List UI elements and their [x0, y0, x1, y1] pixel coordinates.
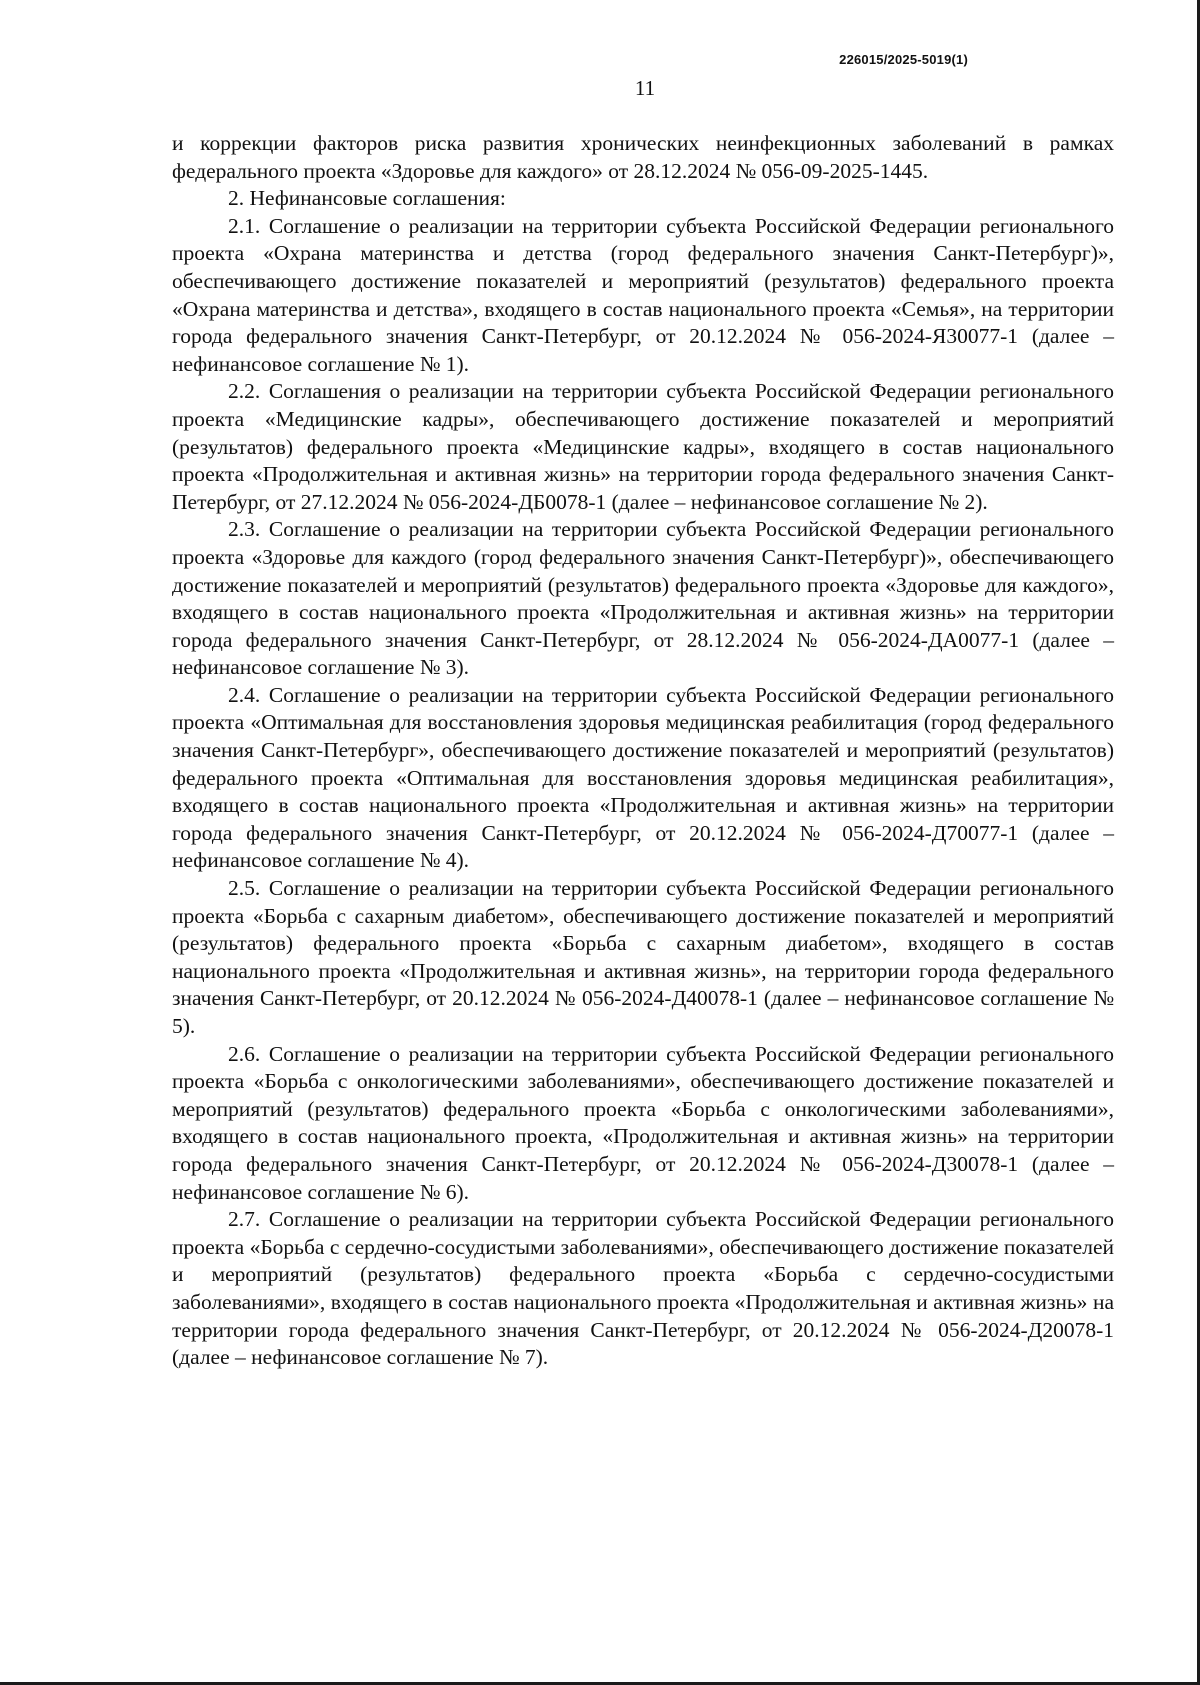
paragraph-2-1: 2.1. Соглашение о реализации на территории субъекта Российской Федерации регионального проекта «Охрана материнства и детства (город федерального значения Санкт-Петербург)», обеспечивающего достижение показателей и мероприятий (результатов) федерального проекта «Охрана материнства и детства», входящего в состав национального проекта «Семья», на территории города федерального значения Санкт-Петербург, от 20.12.2024 № 056-2024-Я30077-1 (далее – нефинансовое соглашение № 1).	[172, 213, 1114, 376]
paragraph-2-6: 2.6. Соглашение о реализации на территории субъекта Российской Федерации регионального проекта «Борьба с онкологическими заболеваниями», обеспечивающего достижение показателей и мероприятий (результатов) федерального проекта «Борьба с онкологическими заболеваниями», входящего в состав национального проекта, «Продолжительная и активная жизнь» на территории города федерального значения Санкт-Петербург, от 20.12.2024 № 056-2024-Д30078-1 (далее – нефинансовое соглашение № 6).	[172, 1041, 1114, 1204]
paragraph-2-2: 2.2. Соглашения о реализации на территории субъекта Российской Федерации регионального проекта «Медицинские кадры», обеспечивающего достижение показателей и мероприятий (результатов) федерального проекта «Медицинские кадры», входящего в состав национального проекта «Продолжительная и активная жизнь» на территории города федерального значения Санкт-Петербург, от 27.12.2024 № 056-2024-ДБ0078-1 (далее – нефинансовое соглашение № 2).	[172, 379, 1114, 514]
paragraph-2-7: 2.7. Соглашение о реализации на территории субъекта Российской Федерации регионального проекта «Борьба с сердечно-сосудистыми заболеваниями», обеспечивающего достижение показателей и мероприятий (результатов) федерального проекта «Борьба с сердечно-сосудистыми заболеваниями», входящего в состав национального проекта «Продолжительная и активная жизнь» на территории города федерального значения Санкт-Петербург, от 20.12.2024 № 056-2024-Д20078-1 (далее – нефинансовое соглашение № 7).	[172, 1207, 1114, 1370]
paragraph-continuation: и коррекции факторов риска развития хронических неинфекционных заболеваний в рамках федерального проекта «Здоровье для каждого» от 28.12.2024 № 056-09-2025-1445.	[172, 131, 1114, 183]
paragraph-section-2-heading: 2. Нефинансовые соглашения:	[228, 186, 506, 211]
paragraph-2-5: 2.5. Соглашение о реализации на территории субъекта Российской Федерации регионального проекта «Борьба с сахарным диабетом», обеспечивающего достижение показателей и мероприятий (результатов) федерального проекта «Борьба с сахарным диабетом», входящего в состав национального проекта «Продолжительная и активная жизнь», на территории города федерального значения Санкт-Петербург, от 20.12.2024 № 056-2024-Д40078-1 (далее – нефинансовое соглашение № 5).	[172, 876, 1114, 1038]
page-number: 11	[634, 76, 656, 100]
document-body	[172, 130, 1114, 1372]
paragraph-2-3: 2.3. Соглашение о реализации на территории субъекта Российской Федерации регионального проекта «Здоровье для каждого (город федерального значения Санкт-Петербург)», обеспечивающего достижение показателей и мероприятий (результатов) федерального проекта «Здоровье для каждого», входящего в состав национального проекта «Продолжительная и активная жизнь» на территории города федерального значения Санкт-Петербург, от 28.12.2024 № 056-2024-ДА0077-1 (далее – нефинансовое соглашение № 3).	[172, 517, 1114, 680]
document-number: 226015/2025-5019(1)	[839, 52, 968, 67]
paragraph-2-4: 2.4. Соглашение о реализации на территории субъекта Российской Федерации регионального проекта «Оптимальная для восстановления здоровья медицинская реабилитация (город федерального значения Санкт-Петербург», обеспечивающего достижение показателей и мероприятий (результатов) федерального проекта «Оптимальная для восстановления здоровья медицинская реабилитация», входящего в состав национального проекта «Продолжительная и активная жизнь» на территории города федерального значения Санкт-Петербург, от 20.12.2024 № 056-2024-Д70077-1 (далее – нефинансовое соглашение № 4).	[172, 682, 1114, 873]
